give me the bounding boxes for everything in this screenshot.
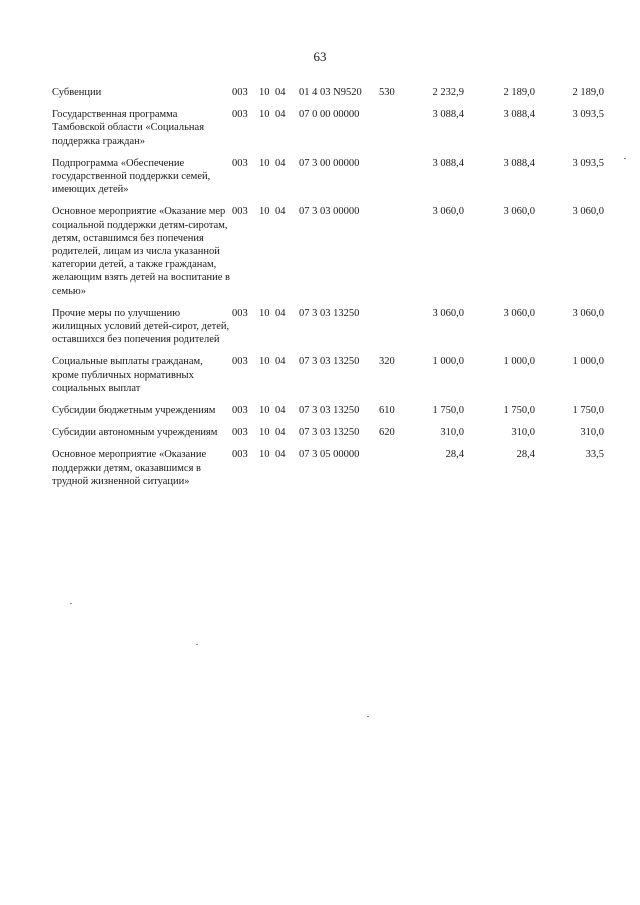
amount-year-3: 310,0: [580, 427, 604, 439]
table-row: [52, 426, 612, 439]
code-subsection: 04: [275, 109, 286, 121]
table-row: [52, 307, 612, 347]
amount-year-1: 310,0: [440, 427, 464, 439]
code-target-article: 07 3 05 00000: [299, 449, 360, 461]
code-subsection: 04: [275, 356, 286, 368]
code-target-article: 07 3 03 13250: [299, 405, 360, 417]
row-name: Социальные выплаты гражданам, кроме публичных нормативных социальных выплат: [52, 356, 203, 394]
amount-year-1: 28,4: [445, 449, 464, 461]
amount-year-3: 3 093,5: [572, 109, 604, 121]
amount-year-1: 1 750,0: [432, 405, 464, 417]
amount-year-1: 3 060,0: [432, 307, 464, 319]
code-ved: 003: [232, 206, 248, 218]
code-target-article: 07 3 00 00000: [299, 157, 360, 169]
amount-year-3: 3 060,0: [572, 307, 604, 319]
row-name: Основное мероприятие «Оказание поддержки детям, оказавшимся в трудной жизненной ситуации»: [52, 449, 207, 487]
code-target-article: 07 3 03 13250: [299, 427, 360, 439]
code-expense-type: 620: [379, 427, 395, 439]
amount-year-1: 3 060,0: [432, 206, 464, 218]
code-ved: 003: [232, 356, 248, 368]
table-row: [52, 108, 612, 148]
amount-year-2: 28,4: [516, 449, 535, 461]
code-ved: 003: [232, 87, 248, 98]
row-name: Субвенции: [52, 87, 102, 98]
amount-year-1: 2 232,9: [432, 87, 464, 98]
code-ved: 003: [232, 449, 248, 461]
page-number: 63: [313, 49, 327, 64]
row-name: Субсидии автономным учреждениям: [52, 427, 218, 439]
code-subsection: 04: [275, 405, 286, 417]
code-section: 10: [259, 157, 270, 169]
code-section: 10: [259, 307, 270, 319]
amount-year-3: 1 000,0: [572, 356, 604, 368]
code-ved: 003: [232, 307, 248, 319]
code-subsection: 04: [275, 206, 286, 218]
code-section: 10: [259, 206, 270, 218]
amount-year-2: 3 060,0: [503, 206, 535, 218]
budget-table: [52, 86, 612, 497]
amount-year-3: 1 750,0: [572, 405, 604, 417]
table-row: [52, 205, 612, 297]
amount-year-2: 1 000,0: [503, 356, 535, 368]
code-expense-type: 610: [379, 405, 395, 417]
code-ved: 003: [232, 405, 248, 417]
row-name: Основное мероприятие «Оказание мер социальной поддержки детям-сиротам, детям, оставшимся без попечения родителей, лицам из числа указанной категории детей, а также гражданам, желающим взять детей на воспитание в семью»: [52, 206, 230, 297]
row-name: Субсидии бюджетным учреждениям: [52, 405, 216, 417]
table-row: [52, 86, 612, 99]
amount-year-1: 3 088,4: [432, 109, 464, 121]
amount-year-2: 2 189,0: [503, 87, 535, 98]
table-row: [52, 355, 612, 395]
table-row: [52, 157, 612, 197]
code-section: 10: [259, 405, 270, 417]
code-section: 10: [259, 427, 270, 439]
code-target-article: 01 4 03 N9520: [299, 87, 362, 98]
code-target-article: 07 0 00 00000: [299, 109, 360, 121]
scan-speck: [70, 603, 72, 604]
code-section: 10: [259, 87, 270, 98]
amount-year-2: 3 088,4: [503, 109, 535, 121]
row-name: Подпрограмма «Обеспечение государственной поддержки семей, имеющих детей»: [52, 157, 211, 196]
row-name: Прочие меры по улучшению жилищных условий детей-сирот, детей, оставшихся без попечения родителей: [52, 307, 230, 346]
code-section: 10: [259, 356, 270, 368]
code-target-article: 07 3 03 00000: [299, 206, 360, 218]
amount-year-2: 3 060,0: [503, 307, 535, 319]
code-target-article: 07 3 03 13250: [299, 356, 360, 368]
scan-speck: [624, 158, 626, 159]
code-expense-type: 320: [379, 356, 395, 368]
table-row: [52, 448, 612, 488]
amount-year-3: 2 189,0: [572, 87, 604, 98]
code-subsection: 04: [275, 87, 286, 98]
amount-year-3: 3 060,0: [572, 206, 604, 218]
amount-year-1: 1 000,0: [432, 356, 464, 368]
code-section: 10: [259, 449, 270, 461]
code-subsection: 04: [275, 427, 286, 439]
table-row: [52, 404, 612, 417]
code-target-article: 07 3 03 13250: [299, 307, 360, 319]
row-name: Государственная программа Тамбовской области «Социальная поддержка граждан»: [52, 109, 205, 147]
code-ved: 003: [232, 427, 248, 439]
amount-year-3: 3 093,5: [572, 157, 604, 169]
amount-year-1: 3 088,4: [432, 157, 464, 169]
code-subsection: 04: [275, 157, 286, 169]
code-section: 10: [259, 109, 270, 121]
code-ved: 003: [232, 157, 248, 169]
code-subsection: 04: [275, 307, 286, 319]
code-expense-type: 530: [379, 87, 395, 98]
scan-speck: [367, 716, 369, 717]
amount-year-2: 3 088,4: [503, 157, 535, 169]
amount-year-3: 33,5: [585, 449, 604, 461]
scan-speck: [196, 644, 198, 645]
amount-year-2: 1 750,0: [503, 405, 535, 417]
amount-year-2: 310,0: [511, 427, 535, 439]
code-subsection: 04: [275, 449, 286, 461]
code-ved: 003: [232, 109, 248, 121]
